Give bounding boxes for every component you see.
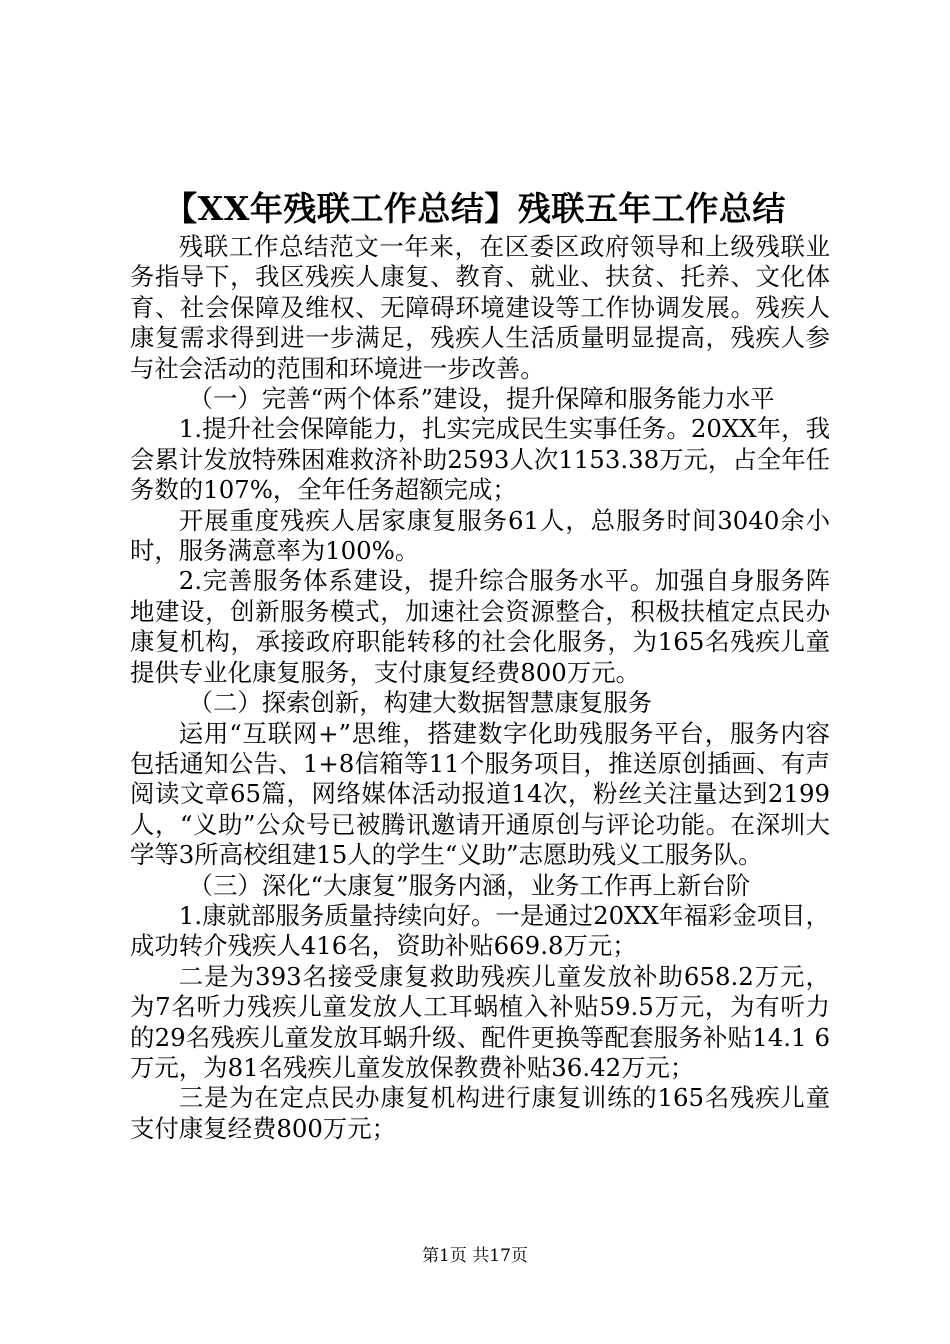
paragraph-item-3-1: 1.康就部服务质量持续向好。一是通过20XX年福彩金项目，成功转介残疾人416名，资助补贴669.8万元； — [130, 900, 830, 961]
paragraph-subsidy-2: 二是为393名接受康复救助残疾儿童发放补助658.2万元，为7名听力残疾儿童发放人工耳蜗植入补贴59.5万元，为有听力的29名残疾儿童发放耳蜗升级、配件更换等配套服务补贴14.1 6万元，为81名残疾儿童发放保教费补贴36.42万元； — [130, 961, 830, 1082]
paragraph-item-1-1: 1.提升社会保障能力，扎实完成民生实事任务。20XX年，我会累计发放特殊困难救济补助2593人次1153.38万元，占全年任务数的107%，全年任务超额完成； — [130, 414, 830, 505]
paragraph-internet-plus: 运用“互联网+”思维，搭建数字化助残服务平台，服务内容包括通知公告、1+8信箱等11个服务项目，推送原创插画、有声阅读文章65篇，网络媒体活动报道14次，粉丝关注量达到2199人，“义助”公众号已被腾讯邀请开通原创与评论功能。在深圳大学等3所高校组建15人的学生“义助”志愿助残义工服务队。 — [130, 718, 830, 870]
section-heading-1: （一）完善“两个体系”建设，提升保障和服务能力水平 — [188, 384, 775, 414]
section-heading-2: （二）探索创新，构建大数据智慧康复服务 — [188, 688, 652, 718]
section-heading-3: （三）深化“大康复”服务内涵，业务工作再上新台阶 — [188, 870, 751, 900]
page-number-footer: 第1页 共17页 — [422, 1246, 528, 1266]
document-body — [130, 232, 830, 1144]
paragraph-home-rehab: 开展重度残疾人居家康复服务61人，总服务时间3040余小时，服务满意率为100%。 — [130, 505, 830, 566]
paragraph-intro: 残联工作总结范文一年来，在区委区政府领导和上级残联业务指导下，我区残疾人康复、教育、就业、扶贫、托养、文化体育、社会保障及维权、无障碍环境建设等工作协调发展。残疾人康复需求得到进一步满足，残疾人生活质量明显提高，残疾人参与社会活动的范围和环境进一步改善。 — [130, 232, 830, 383]
document-title: 【XX年残联工作总结】残联五年工作总结 — [164, 189, 786, 228]
paragraph-item-1-2: 2.完善服务体系建设，提升综合服务水平。加强自身服务阵地建设，创新服务模式，加速社会资源整合，积极扶植定点民办康复机构，承接政府职能转移的社会化服务，为165名残疾儿童提供专业化康复服务，支付康复经费800万元。 — [130, 566, 830, 687]
paragraph-subsidy-3: 三是为在定点民办康复机构进行康复训练的165名残疾儿童支付康复经费800万元； — [130, 1083, 830, 1143]
